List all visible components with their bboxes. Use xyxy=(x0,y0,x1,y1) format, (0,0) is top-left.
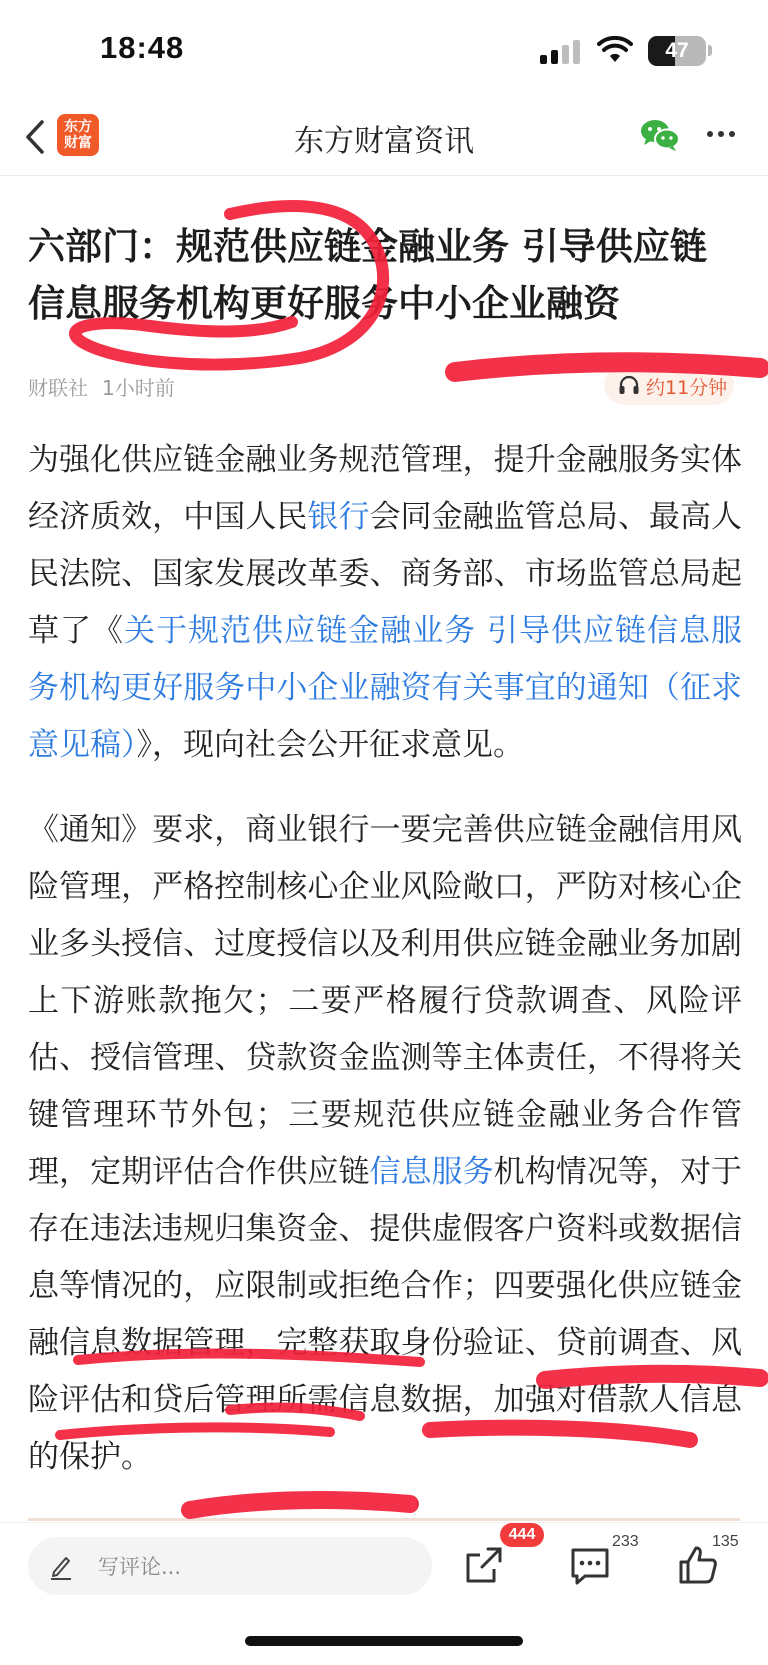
paragraph-2 xyxy=(28,802,742,1486)
listen-button[interactable] xyxy=(604,365,734,405)
pencil-icon xyxy=(48,1552,74,1580)
paragraph-1-text-c: 》，现向社会公开征求意见。 xyxy=(136,727,524,763)
wifi-icon xyxy=(597,36,633,64)
listen-duration: 约11分钟 xyxy=(646,377,728,399)
comment-placeholder: 写评论... xyxy=(98,1555,182,1579)
comment-count: 233 xyxy=(612,1533,639,1550)
cellular-signal-icon xyxy=(540,38,584,64)
nav-bar xyxy=(0,100,768,176)
more-icon[interactable] xyxy=(706,124,736,144)
link-bank[interactable]: 银行 xyxy=(307,499,370,535)
like-count: 135 xyxy=(712,1533,739,1550)
paragraph-1 xyxy=(28,432,742,774)
logo-line-1: 东方 xyxy=(64,119,92,135)
battery-cap xyxy=(708,45,712,56)
content-divider xyxy=(28,1518,740,1521)
article-source[interactable]: 财联社 xyxy=(28,376,88,400)
share-count-badge: 444 xyxy=(500,1523,544,1547)
paragraph-1-text-b: 会同金融监管总局、最高人民法院、国家发展改革委、商务部、市场监管总局起草了《 xyxy=(28,499,743,649)
paragraph-2-text-a: 《通知》要求，商业银行一要完善供应链金融信用风险管理，严格控制核心企业风险敞口，严防对核心企业多头授信、过度授信以及利用供应链金融业务加剧上下游账款拖欠；二要严格履行贷款调查、风险评估、授信管理、贷款资金监测等主体责任，不得将关键管理环节外包；三要规范供应链金融业务合作管理，定期评估合作供应链 xyxy=(28,812,742,1190)
comment-input[interactable] xyxy=(28,1537,432,1595)
nav-title: 东方财富资讯 xyxy=(294,124,474,159)
status-bar xyxy=(0,0,768,100)
battery-icon xyxy=(648,36,706,66)
share-icon[interactable] xyxy=(462,1543,506,1587)
link-notice-title[interactable]: 关于规范供应链金融业务 引导供应链信息服务机构更好服务中小企业融资有关事宜的通知（征求意见稿） xyxy=(28,613,743,763)
article-time: 1小时前 xyxy=(102,376,175,400)
article-headline: 六部门：规范供应链金融业务 引导供应链信息服务机构更好服务中小企业融资 xyxy=(28,225,707,325)
status-time: 18:48 xyxy=(100,30,185,65)
article-meta xyxy=(28,372,175,401)
paragraph-2-text-b: 机构情况等，对于存在违法违规归集资金、提供虚假客户资料或数据信息等情况的，应限制或拒绝合作；四要强化供应链金融信息数据管理，完整获取身份验证、贷前调查、风险评估和贷后管理所需信息数据，加强对借款人信息的保护。 xyxy=(28,1154,743,1475)
wechat-icon[interactable] xyxy=(640,118,680,152)
headphones-icon xyxy=(618,375,640,395)
battery-level: 47 xyxy=(665,39,689,62)
comment-icon[interactable] xyxy=(568,1543,612,1587)
logo-line-2: 财富 xyxy=(64,135,92,151)
home-indicator xyxy=(245,1636,523,1646)
article-body xyxy=(28,432,742,1514)
paragraph-1-text-a: 为强化供应链金融业务规范管理，提升金融服务实体经济质效，中国人民 xyxy=(28,442,742,535)
link-info-service[interactable]: 信息服务 xyxy=(369,1154,494,1190)
